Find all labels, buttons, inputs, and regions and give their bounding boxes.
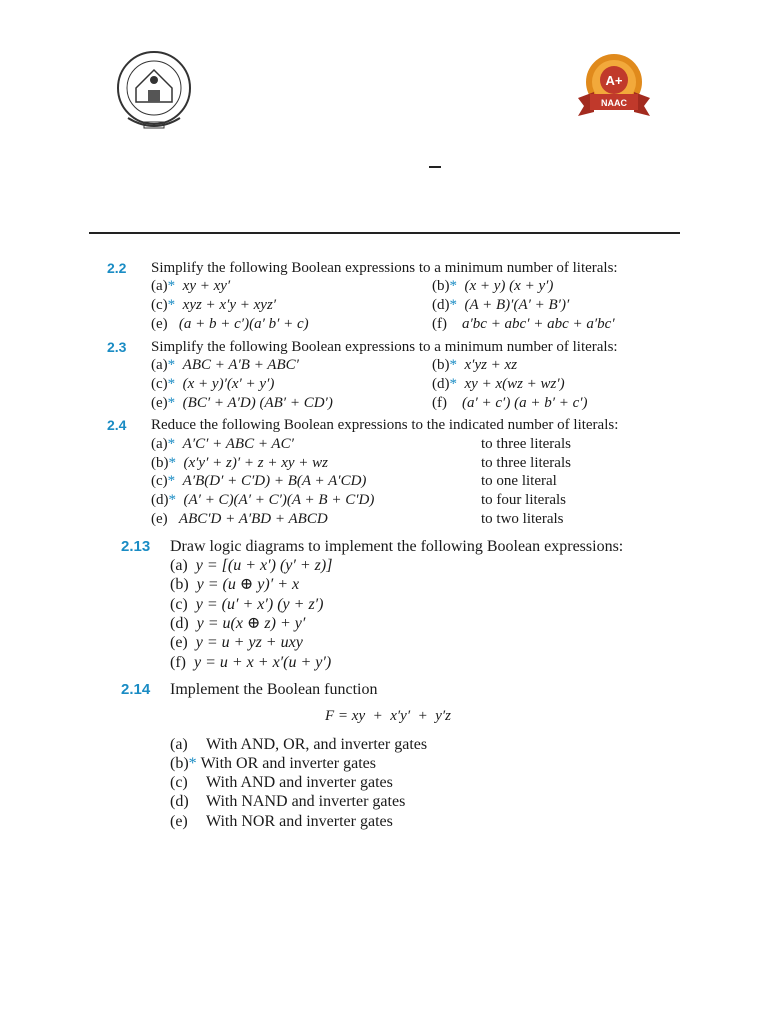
list-item [170,654,331,672]
star-mark: * [167,395,176,411]
star-mark: * [167,278,176,294]
item-label: (a) [170,557,188,574]
list-item [432,356,517,374]
list-item [170,557,332,575]
list-item [151,356,299,374]
item-text: With NOR and inverter gates [206,813,393,830]
item-expression: (BC′ + A′D) (AB′ + CD′) [182,395,333,411]
list-item [151,435,294,453]
star-mark: * [167,376,176,392]
star-mark: * [167,436,176,452]
item-label: (e) [151,511,168,527]
item-label: (c) [170,596,188,613]
item-expression: y = (u ⊕ y)′ + x [196,576,300,593]
item-label: (f) [432,395,447,411]
item-expression: (x + y)′(x′ + y′) [182,376,275,392]
item-expression: xyz + x′y + xyz′ [182,297,277,313]
problem-prompt: Reduce the following Boolean expressions to the indicated number of literals: [151,417,619,433]
item-label: (d) [432,297,450,313]
item-expression: x′yz + xz [464,357,518,373]
list-item [170,793,405,811]
header-dash [429,166,441,168]
item-label: (a) [151,357,168,373]
item-text: With NAND and inverter gates [206,793,406,810]
list-item [432,315,615,333]
item-text: With AND, OR, and inverter gates [206,736,428,753]
naac-a-plus-badge-icon [574,52,654,124]
problem-number: 2.13 [121,538,151,555]
item-label: (c) [170,774,188,791]
problem-prompt: Simplify the following Boolean expressions to a minimum number of literals: [151,260,618,276]
list-item [432,277,553,295]
problem-number: 2.2 [107,260,127,276]
item-expression: y = u + yz + uxy [195,634,303,651]
list-item [170,615,305,633]
item-target: to two literals [481,511,564,527]
list-item [170,634,303,652]
item-expression: a′bc + abc′ + abc + a′bc′ [462,316,615,332]
item-expression: xy + xy′ [182,278,231,294]
item-label: (f) [170,654,186,671]
list-item [170,736,427,754]
item-label: (e) [151,316,168,332]
problem-prompt: Simplify the following Boolean expressions to a minimum number of literals: [151,339,618,355]
item-label: (d) [151,492,169,508]
star-mark: * [449,376,457,392]
item-label: (b) [432,278,450,294]
item-expression: (A′ + C)(A′ + C′)(A + B + C′D) [183,492,375,508]
item-label: (e) [170,813,188,830]
item-target: to one literal [481,473,557,489]
boolean-function: F = xy + x′y′ + y′z [325,708,451,724]
naac-label-text: NAAC [601,98,627,108]
item-expression: (A + B)′(A′ + B′)′ [464,297,570,313]
star-mark: * [167,297,176,313]
item-text: With AND and inverter gates [206,774,393,791]
list-item [170,596,324,614]
list-item [170,774,393,792]
item-target: to four literals [481,492,566,508]
item-label: (f) [432,316,447,332]
item-expression: (a′ + c′) (a + b′ + c′) [462,395,588,411]
list-item [151,510,328,528]
star-mark: * [188,755,197,772]
item-label: (b) [151,455,169,471]
university-seal-icon [108,48,200,134]
item-target: to three literals [481,455,571,471]
item-expression: y = (u′ + x′) (y + z′) [195,596,324,613]
list-item [170,813,393,831]
star-mark: * [449,357,457,373]
list-item [151,454,328,472]
list-item [432,296,569,314]
list-item [151,296,276,314]
item-expression: (x + y) (x + y′) [464,278,554,294]
list-item [432,394,588,412]
item-label: (e) [151,395,168,411]
item-label: (d) [432,376,450,392]
item-label: (c) [151,376,168,392]
problem-prompt: Draw logic diagrams to implement the following Boolean expressions: [170,538,624,555]
problem-number: 2.4 [107,417,127,433]
item-expression: (x′y′ + z)′ + z + xy + wz [183,455,328,471]
list-item [151,315,309,333]
star-mark: * [168,455,176,471]
item-expression: y = u + x + x′(u + y′) [193,654,332,671]
item-target: to three literals [481,436,571,452]
item-expression: xy + x(wz + wz′) [464,376,565,392]
item-label: (b) [170,576,189,593]
list-item [151,472,366,490]
clipped-text-remnant [150,242,610,250]
item-expression: y = [(u + x′) (y′ + z)] [195,557,333,574]
list-item [151,491,374,509]
item-expression: (a + b + c′)(a′ b′ + c) [178,316,309,332]
item-label: (a) [151,278,168,294]
problem-number: 2.14 [121,681,151,698]
list-item [151,375,274,393]
item-label: (c) [151,297,168,313]
star-mark: * [449,278,457,294]
divider [89,232,680,234]
item-label: (d) [170,793,189,810]
item-expression: ABC + A′B + ABC′ [182,357,299,373]
item-label: (a) [151,436,168,452]
item-text: With OR and inverter gates [200,755,376,772]
star-mark: * [167,357,176,373]
list-item [170,576,299,594]
item-label: (b) [432,357,450,373]
problem-number: 2.3 [107,339,127,355]
list-item [170,755,376,773]
star-mark: * [167,473,176,489]
list-item [151,394,333,412]
item-expression: ABC′D + A′BD + ABCD [178,511,328,527]
item-label: (b) [170,755,189,772]
star-mark: * [168,492,176,508]
problem-prompt: Implement the Boolean function [170,681,378,698]
item-expression: A′B(D′ + C′D) + B(A + A′CD) [182,473,367,489]
item-label: (d) [170,615,189,632]
list-item [432,375,565,393]
star-mark: * [449,297,457,313]
naac-grade-text: A+ [605,73,623,88]
item-label: (c) [151,473,168,489]
item-expression: y = u(x ⊕ z) + y′ [196,615,306,632]
item-label: (a) [170,736,188,753]
item-expression: A′C′ + ABC + AC′ [182,436,294,452]
item-label: (e) [170,634,188,651]
list-item [151,277,230,295]
